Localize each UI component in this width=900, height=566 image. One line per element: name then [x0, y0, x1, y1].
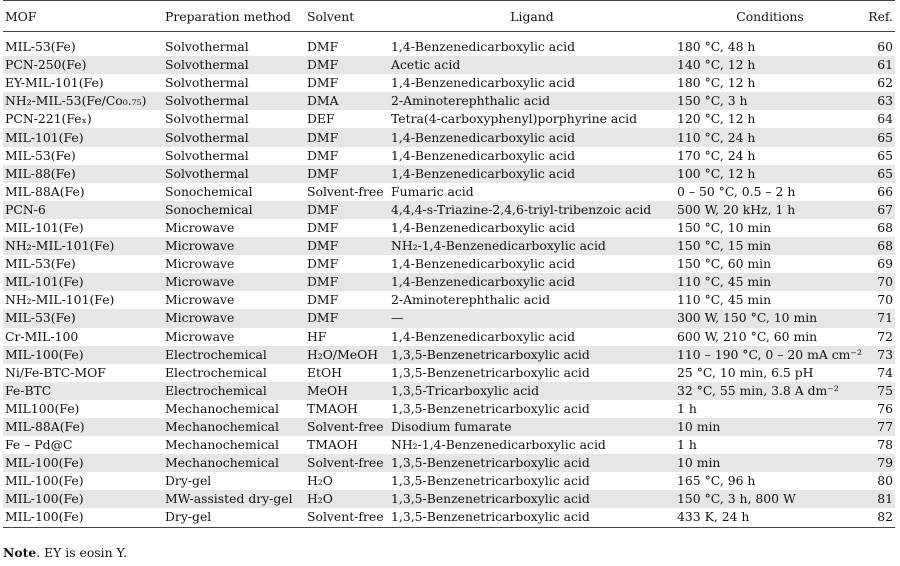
cell-mof: EY-MIL-101(Fe) [5, 75, 104, 91]
header-row [3, 1, 895, 32]
cell-ligand: Fumaric acid [391, 183, 474, 199]
cell-ref: 73 [865, 346, 895, 364]
cell-solvent: TMAOH [307, 400, 358, 416]
cell-solvent: DEF [307, 111, 335, 127]
cell-ref: 65 [877, 147, 893, 163]
cell-conditions: 120 °C, 12 h [677, 111, 756, 127]
cell-preparation-method: Microwave [165, 256, 235, 272]
cell-ref: 79 [865, 454, 895, 472]
cell-preparation-method: Microwave [165, 292, 235, 308]
cell-solvent: Solvent-free [305, 508, 389, 527]
cell-preparation-method: Solvothermal [165, 147, 249, 163]
cell-solvent: Solvent-free [307, 183, 384, 199]
cell-ref: 77 [865, 418, 895, 436]
cell-mof: Ni/Fe-BTC-MOF [5, 364, 106, 380]
cell-preparation-method: Sonochemical [163, 201, 305, 219]
cell-ref: 65 [865, 128, 895, 146]
cell-solvent: DMF [307, 219, 339, 235]
cell-ligand: — [389, 309, 675, 327]
cell-conditions: 600 W, 210 °C, 60 min [677, 328, 818, 344]
cell-ref: 82 [865, 508, 895, 527]
cell-solvent: DMF [305, 201, 389, 219]
cell-preparation-method: Solvothermal [163, 56, 305, 74]
cell-ligand: Acetic acid [389, 56, 675, 74]
table-row [3, 201, 895, 219]
cell-preparation-method: Mechanochemical [165, 437, 280, 453]
cell-ligand: 1,4-Benzenedicarboxylic acid [389, 128, 675, 146]
cell-ligand: 1,3,5-Benzenetricarboxylic acid [391, 364, 590, 380]
header-preparation-method: Preparation method [163, 1, 305, 32]
cell-mof: NH₂-MIL-101(Fe) [5, 292, 115, 308]
table-row [3, 346, 895, 364]
cell-solvent: Solvent-free [305, 418, 389, 436]
cell-ligand: 1,3,5-Benzenetricarboxylic acid [389, 508, 675, 527]
table-row [3, 56, 895, 74]
cell-ligand: 1,4-Benzenedicarboxylic acid [389, 273, 675, 291]
cell-conditions: 180 °C, 12 h [677, 75, 756, 91]
cell-preparation-method: Solvothermal [163, 165, 305, 183]
table-row [3, 110, 895, 128]
table-row [3, 183, 895, 201]
cell-conditions: 180 °C, 48 h [677, 39, 756, 55]
cell-ligand: 1,4-Benzenedicarboxylic acid [389, 165, 675, 183]
cell-mof: MIL-88A(Fe) [5, 183, 85, 199]
table-row [3, 237, 895, 255]
cell-preparation-method: Dry-gel [163, 508, 305, 527]
cell-mof: MIL-101(Fe) [3, 273, 163, 291]
cell-preparation-method: Microwave [163, 237, 305, 255]
cell-solvent: MeOH [305, 382, 389, 400]
cell-preparation-method: Solvothermal [165, 39, 249, 55]
cell-conditions: 1 h [677, 437, 697, 453]
cell-ref: 71 [865, 309, 895, 327]
cell-conditions: 500 W, 20 kHz, 1 h [675, 201, 865, 219]
cell-preparation-method: Solvothermal [165, 111, 249, 127]
table-row [3, 472, 895, 490]
cell-mof: MIL-101(Fe) [3, 128, 163, 146]
cell-ligand: Tetra(4-carboxyphenyl)porphyrine acid [391, 111, 638, 127]
table-row [3, 454, 895, 472]
mof-synthesis-table [3, 0, 895, 528]
cell-solvent: DMF [305, 237, 389, 255]
cell-conditions: 10 min [675, 454, 865, 472]
cell-conditions: 110 – 190 °C, 0 – 20 mA cm⁻² [675, 346, 865, 364]
cell-conditions: 300 W, 150 °C, 10 min [675, 309, 865, 327]
cell-preparation-method: MW-assisted dry-gel [163, 490, 305, 508]
table-row [3, 382, 895, 400]
cell-conditions: 150 °C, 3 h [675, 92, 865, 110]
header-ref: Ref. [865, 1, 895, 32]
cell-ref: 75 [865, 382, 895, 400]
cell-preparation-method: Mechanochemical [165, 400, 280, 416]
table-row [3, 436, 895, 454]
table-row [3, 128, 895, 146]
cell-mof: MIL-100(Fe) [3, 490, 163, 508]
cell-ref: 62 [877, 75, 893, 91]
table-row [3, 32, 895, 57]
table-row [3, 165, 895, 183]
cell-solvent: DMF [305, 309, 389, 327]
cell-mof: MIL100(Fe) [5, 400, 80, 416]
table-row [3, 328, 895, 346]
cell-ref: 70 [865, 273, 895, 291]
cell-conditions: 165 °C, 96 h [677, 473, 756, 489]
cell-conditions: 25 °C, 10 min, 6.5 pH [677, 364, 814, 380]
table-row [3, 309, 895, 327]
table-row [3, 147, 895, 165]
table-note [3, 545, 127, 560]
cell-preparation-method: Electrochemical [163, 382, 305, 400]
cell-ref: 74 [877, 364, 893, 380]
cell-ligand: 1,3,5-Tricarboxylic acid [389, 382, 675, 400]
table-row [3, 273, 895, 291]
cell-conditions: 110 °C, 45 min [677, 292, 772, 308]
cell-ref: 61 [865, 56, 895, 74]
cell-mof: NH₂-MIL-53(Fe/Co₀.₇₅) [3, 92, 163, 110]
table-header [3, 1, 895, 32]
table-row [3, 255, 895, 273]
cell-mof: MIL-53(Fe) [5, 256, 76, 272]
cell-conditions: 1 h [677, 400, 697, 416]
header-ligand: Ligand [389, 1, 675, 32]
cell-ligand: NH₂-1,4-Benzenedicarboxylic acid [389, 237, 675, 255]
cell-mof: PCN-250(Fe) [3, 56, 163, 74]
cell-ref: 76 [877, 400, 893, 416]
cell-mof: PCN-221(Feₓ) [5, 111, 92, 127]
cell-ref: 69 [877, 256, 893, 272]
cell-ligand: 1,4-Benzenedicarboxylic acid [391, 75, 576, 91]
cell-solvent: H₂O/MeOH [305, 346, 389, 364]
cell-ligand: 1,4-Benzenedicarboxylic acid [391, 219, 576, 235]
cell-conditions: 140 °C, 12 h [675, 56, 865, 74]
cell-ligand: 1,3,5-Benzenetricarboxylic acid [391, 400, 590, 416]
cell-ligand: 2-Aminoterephthalic acid [391, 292, 551, 308]
cell-solvent: DMF [307, 147, 339, 163]
cell-solvent: DMF [307, 39, 339, 55]
cell-solvent: HF [307, 328, 327, 344]
cell-mof: MIL-100(Fe) [3, 454, 163, 472]
note-text: . EY is eosin Y. [36, 545, 128, 560]
cell-mof: MIL-53(Fe) [5, 39, 76, 55]
cell-preparation-method: Dry-gel [165, 473, 212, 489]
header-mof: MOF [3, 1, 163, 32]
cell-conditions: 150 °C, 3 h, 800 W [675, 490, 865, 508]
cell-conditions: 100 °C, 12 h [675, 165, 865, 183]
cell-mof: Cr-MIL-100 [5, 328, 79, 344]
cell-ref: 70 [877, 292, 893, 308]
table-row [3, 219, 895, 237]
cell-mof: MIL-100(Fe) [5, 473, 84, 489]
cell-ref: 68 [865, 237, 895, 255]
cell-conditions: 150 °C, 60 min [677, 256, 772, 272]
cell-ligand: 1,4-Benzenedicarboxylic acid [391, 39, 576, 55]
table-row [3, 291, 895, 309]
cell-ligand: 1,3,5-Benzenetricarboxylic acid [391, 473, 590, 489]
cell-mof: PCN-6 [3, 201, 163, 219]
cell-conditions: 110 °C, 24 h [675, 128, 865, 146]
cell-solvent: EtOH [307, 364, 342, 380]
cell-solvent: DMF [305, 165, 389, 183]
cell-preparation-method: Sonochemical [165, 183, 253, 199]
cell-solvent: DMF [307, 256, 339, 272]
cell-ref: 80 [877, 473, 893, 489]
cell-solvent: TMAOH [307, 437, 358, 453]
table-row [3, 508, 895, 527]
cell-ref: 65 [865, 165, 895, 183]
cell-ref: 78 [877, 437, 893, 453]
cell-solvent: DMA [305, 92, 389, 110]
cell-mof: MIL-53(Fe) [3, 309, 163, 327]
cell-ligand: 1,4-Benzenedicarboxylic acid [391, 147, 576, 163]
cell-mof: MIL-100(Fe) [3, 346, 163, 364]
cell-conditions: 32 °C, 55 min, 3.8 A dm⁻² [675, 382, 865, 400]
cell-ref: 63 [865, 92, 895, 110]
header-conditions: Conditions [675, 1, 865, 32]
table-row [3, 364, 895, 382]
cell-ligand: 1,3,5-Benzenetricarboxylic acid [389, 454, 675, 472]
cell-ligand: 1,4-Benzenedicarboxylic acid [391, 256, 576, 272]
note-label: Note [3, 545, 37, 560]
cell-preparation-method: Mechanochemical [163, 454, 305, 472]
cell-mof: MIL-88(Fe) [3, 165, 163, 183]
cell-solvent: Solvent-free [305, 454, 389, 472]
table-row [3, 418, 895, 436]
cell-preparation-method: Electrochemical [165, 364, 267, 380]
cell-mof: NH₂-MIL-101(Fe) [3, 237, 163, 255]
cell-mof: Fe-BTC [3, 382, 163, 400]
cell-preparation-method: Microwave [163, 309, 305, 327]
table-row [3, 400, 895, 418]
cell-ligand: 2-Aminoterephthalic acid [389, 92, 675, 110]
cell-mof: Fe – Pd@C [5, 437, 73, 453]
cell-solvent: H₂O [305, 490, 389, 508]
table-row [3, 74, 895, 92]
cell-solvent: DMF [305, 56, 389, 74]
cell-preparation-method: Solvothermal [163, 128, 305, 146]
cell-solvent: DMF [307, 75, 339, 91]
cell-ref: 72 [877, 328, 893, 344]
cell-preparation-method: Microwave [165, 328, 235, 344]
cell-solvent: DMF [305, 128, 389, 146]
cell-preparation-method: Solvothermal [163, 92, 305, 110]
cell-ligand: 4,4,4-s-Triazine-2,4,6-triyl-tribenzoic acid [389, 201, 675, 219]
cell-preparation-method: Microwave [163, 273, 305, 291]
cell-preparation-method: Microwave [165, 219, 235, 235]
cell-solvent: DMF [305, 273, 389, 291]
cell-ref: 64 [877, 111, 893, 127]
cell-ref: 68 [877, 219, 893, 235]
cell-preparation-method: Mechanochemical [163, 418, 305, 436]
cell-ref: 81 [865, 490, 895, 508]
cell-conditions: 170 °C, 24 h [677, 147, 756, 163]
cell-mof: MIL-100(Fe) [3, 508, 163, 527]
cell-ref: 67 [865, 201, 895, 219]
cell-conditions: 433 K, 24 h [675, 508, 865, 527]
table-body [3, 32, 895, 528]
cell-conditions: 110 °C, 45 min [675, 273, 865, 291]
cell-solvent: DMF [307, 292, 339, 308]
header-solvent: Solvent [305, 1, 389, 32]
table-row [3, 490, 895, 508]
cell-mof: MIL-101(Fe) [5, 219, 84, 235]
cell-conditions: 150 °C, 10 min [677, 219, 772, 235]
cell-ref: 66 [877, 183, 893, 199]
cell-ligand: NH₂-1,4-Benzenedicarboxylic acid [391, 437, 606, 453]
cell-conditions: 10 min [675, 418, 865, 436]
cell-ligand: 1,3,5-Benzenetricarboxylic acid [389, 490, 675, 508]
cell-ligand: 1,3,5-Benzenetricarboxylic acid [389, 346, 675, 364]
cell-preparation-method: Solvothermal [165, 75, 249, 91]
cell-mof: MIL-53(Fe) [5, 147, 76, 163]
cell-preparation-method: Electrochemical [163, 346, 305, 364]
cell-conditions: 0 – 50 °C, 0.5 – 2 h [677, 183, 796, 199]
cell-conditions: 150 °C, 15 min [675, 237, 865, 255]
cell-mof: MIL-88A(Fe) [3, 418, 163, 436]
cell-ligand: Disodium fumarate [389, 418, 675, 436]
cell-solvent: H₂O [307, 473, 333, 489]
cell-ref: 60 [877, 39, 893, 55]
table-row [3, 92, 895, 110]
cell-ligand: 1,4-Benzenedicarboxylic acid [391, 328, 576, 344]
